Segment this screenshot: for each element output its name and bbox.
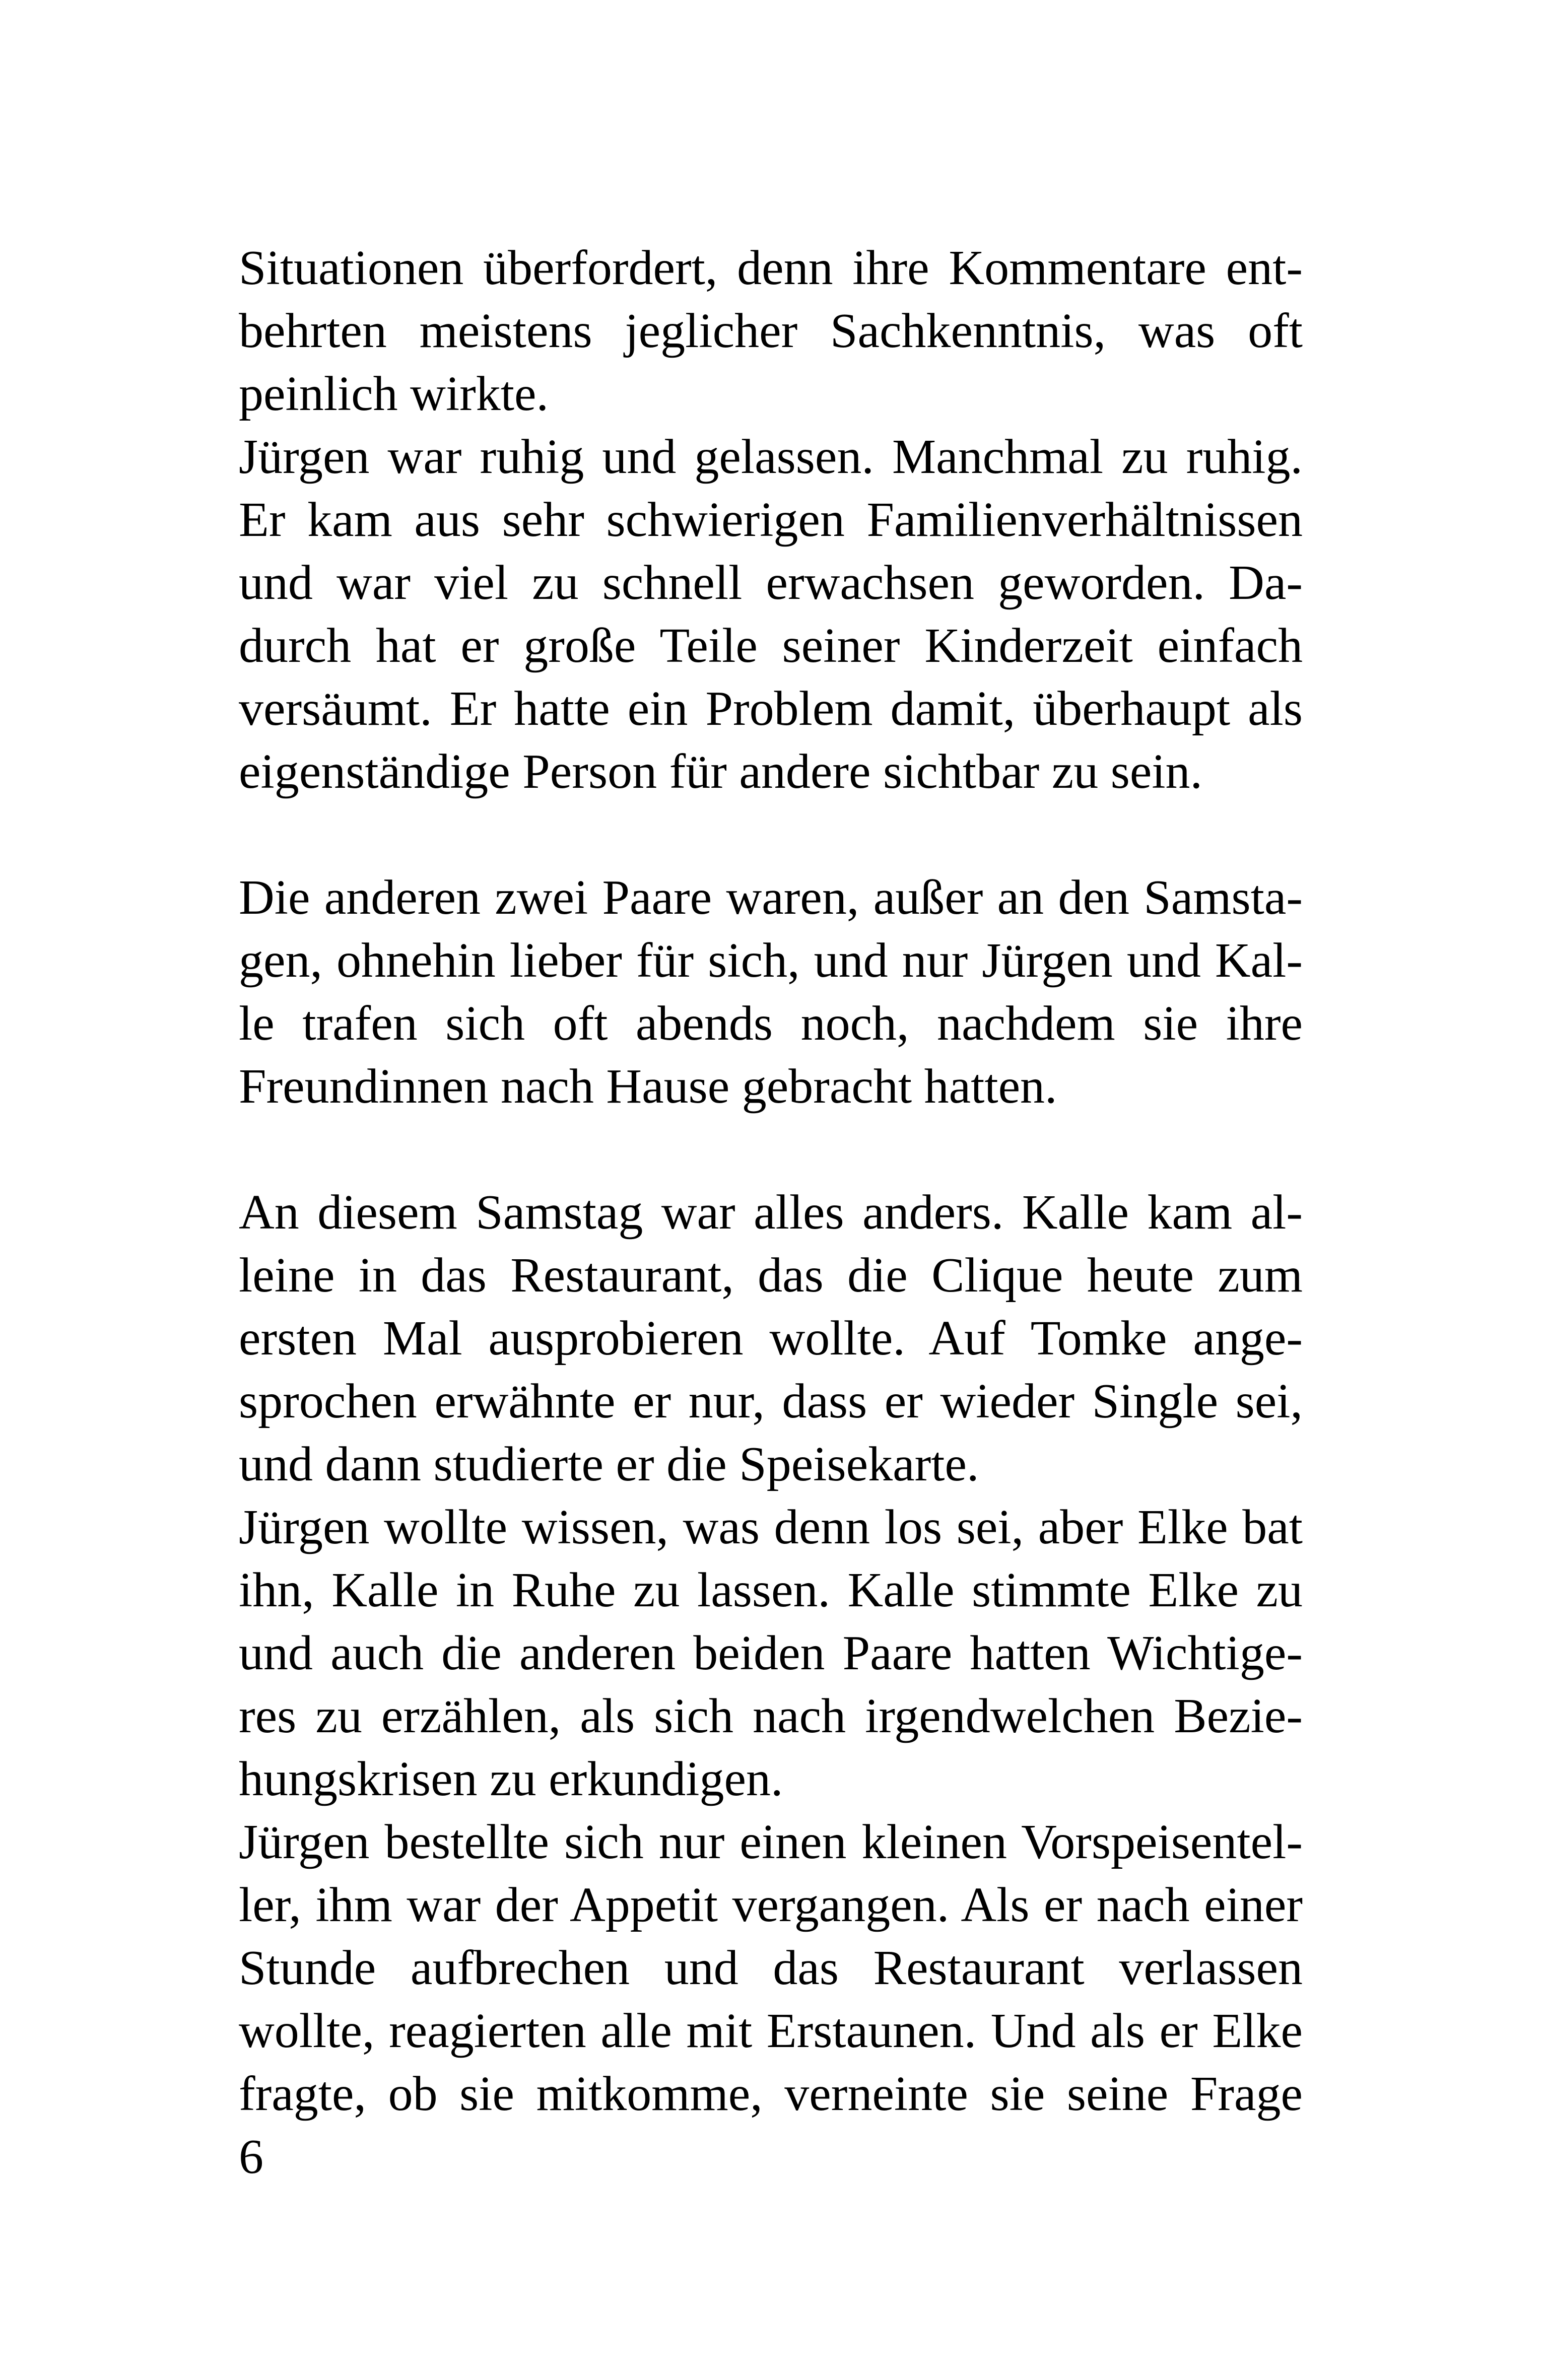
paragraph xyxy=(239,1811,1303,2126)
text-line: Jürgen war ruhig und gelassen. Manchmal zu ruhig. xyxy=(239,430,1303,484)
text-line: leine in das Restaurant, das die Clique heute zum xyxy=(239,1248,1303,1303)
text-line: le trafen sich oft abends noch, nachdem sie ihre xyxy=(239,996,1303,1051)
text-line: ler, ihm war der Appetit vergangen. Als er nach einer xyxy=(239,1878,1303,1932)
text-line: eigenständige Person für andere sichtbar zu sein. xyxy=(239,744,1203,799)
text-line: hungskrisen zu erkundigen. xyxy=(239,1752,783,1806)
text-line: sprochen erwähnte er nur, dass er wieder Single sei, xyxy=(239,1374,1303,1429)
text-line: Er kam aus sehr schwierigen Familienverhältnissen xyxy=(239,493,1303,547)
paragraph-gap xyxy=(239,1118,1303,1181)
text-line: Jürgen bestellte sich nur einen kleinen Vorspeisentel- xyxy=(239,1815,1303,1869)
text-line: und war viel zu schnell erwachsen geworden. Da- xyxy=(239,556,1303,610)
paragraph xyxy=(239,866,1303,1118)
body-text xyxy=(239,237,1303,2126)
text-line: res zu erzählen, als sich nach irgendwelchen Bezie- xyxy=(239,1689,1303,1743)
text-line: Die anderen zwei Paare waren, außer an den Samsta- xyxy=(239,870,1303,925)
text-line: An diesem Samstag war alles anders. Kalle kam al- xyxy=(239,1185,1303,1240)
text-line: gen, ohnehin lieber für sich, und nur Jürgen und Kal- xyxy=(239,933,1303,988)
text-line: Freundinnen nach Hause gebracht hatten. xyxy=(239,1059,1057,1114)
paragraph xyxy=(239,426,1303,803)
text-line: Jürgen wollte wissen, was denn los sei, aber Elke bat xyxy=(239,1500,1303,1554)
paragraph xyxy=(239,1496,1303,1811)
paragraph xyxy=(239,237,1303,426)
page-number: 6 xyxy=(239,2130,263,2184)
text-line: und auch die anderen beiden Paare hatten Wichtige- xyxy=(239,1626,1303,1680)
text-line: ihn, Kalle in Ruhe zu lassen. Kalle stimmte Elke zu xyxy=(239,1563,1303,1617)
text-line: behrten meistens jeglicher Sachkenntnis, was oft xyxy=(239,304,1303,358)
text-line: peinlich wirkte. xyxy=(239,367,549,421)
text-line: durch hat er große Teile seiner Kinderzeit einfach xyxy=(239,619,1303,673)
text-line: und dann studierte er die Speisekarte. xyxy=(239,1437,979,1491)
paragraph-gap xyxy=(239,803,1303,866)
text-line: wollte, reagierten alle mit Erstaunen. Und als er Elke xyxy=(239,2004,1303,2058)
text-line: Situationen überfordert, denn ihre Kommentare ent- xyxy=(239,241,1303,295)
text-line: versäumt. Er hatte ein Problem damit, überhaupt als xyxy=(239,682,1303,736)
text-line: Stunde aufbrechen und das Restaurant verlassen xyxy=(239,1941,1303,1995)
text-line: ersten Mal ausprobieren wollte. Auf Tomke ange- xyxy=(239,1311,1303,1366)
text-line: fragte, ob sie mitkomme, verneinte sie seine Frage xyxy=(239,2067,1303,2121)
paragraph xyxy=(239,1181,1303,1496)
